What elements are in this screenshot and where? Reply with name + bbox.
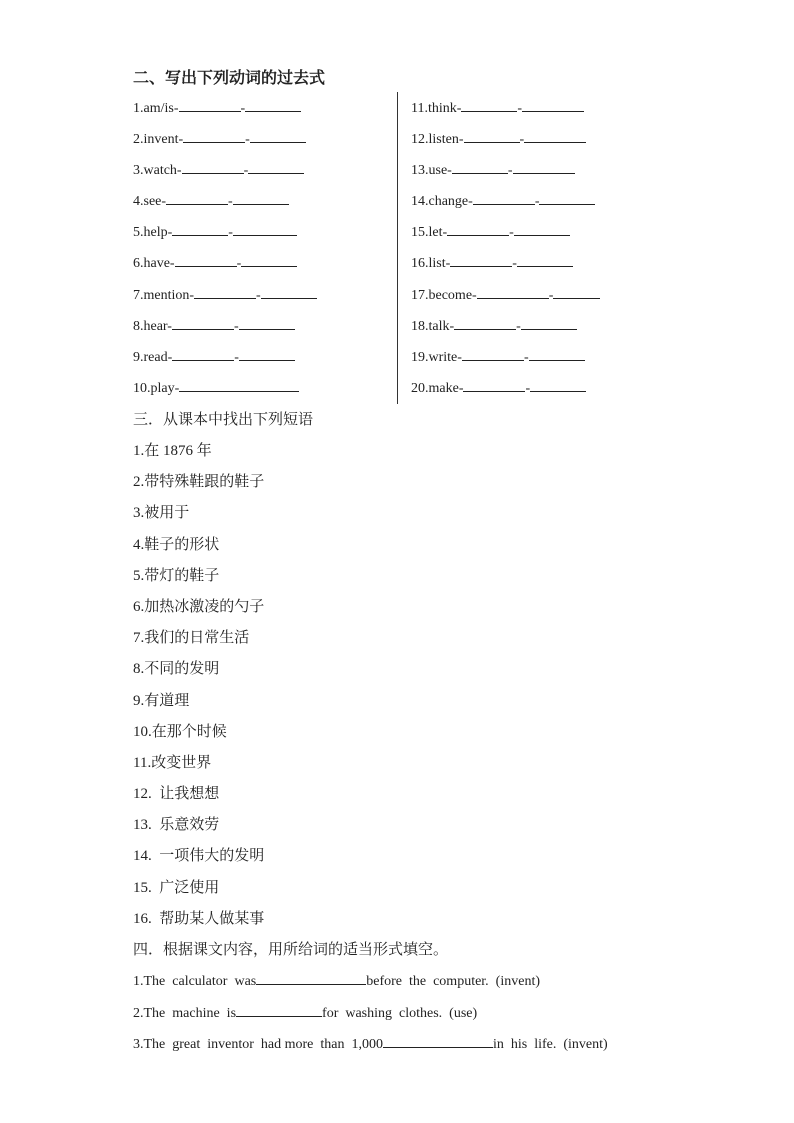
phrase-item: 11.改变世界 xyxy=(133,754,212,771)
answer-blank[interactable] xyxy=(522,97,584,112)
verb-item xyxy=(411,252,600,283)
answer-blank[interactable] xyxy=(175,252,237,267)
verb-list-right xyxy=(411,97,600,408)
separator: - xyxy=(512,256,517,272)
answer-blank[interactable] xyxy=(233,221,297,236)
answer-blank[interactable] xyxy=(524,128,586,143)
phrase-item: 1.在 1876 年 xyxy=(133,443,212,459)
verb-item xyxy=(133,221,317,252)
answer-blank[interactable] xyxy=(239,315,295,330)
answer-blank[interactable] xyxy=(233,190,289,205)
verb-label: 3.watch- xyxy=(133,163,182,179)
answer-blank[interactable] xyxy=(250,128,306,143)
answer-blank[interactable] xyxy=(464,128,520,143)
phrase-item: 13. 乐意效劳 xyxy=(133,817,220,834)
phrase-item: 5.带灯的鞋子 xyxy=(133,567,220,584)
verb-label: 13.use- xyxy=(411,163,452,179)
separator: - xyxy=(534,194,540,210)
answer-blank[interactable] xyxy=(447,221,509,236)
phrase-item: 3.被用于 xyxy=(133,505,190,522)
phrase-item: 16. 帮助某人做某事 xyxy=(133,910,265,927)
phrase-item: 14. 一项伟大的发明 xyxy=(133,848,265,865)
separator: - xyxy=(517,101,523,116)
verb-label: 19.write- xyxy=(411,349,462,365)
section2-title: 二、写出下列动词的过去式 xyxy=(133,70,326,87)
phrase-item: 6.加热冰激凌的勺子 xyxy=(133,598,265,615)
phrase-item: 2.带特殊鞋跟的鞋子 xyxy=(133,474,265,491)
verb-item xyxy=(411,97,600,128)
verb-item xyxy=(133,190,317,221)
verb-item xyxy=(411,128,600,159)
separator: - xyxy=(243,163,249,179)
verb-list-left xyxy=(133,97,317,408)
column-divider xyxy=(397,92,398,404)
verb-label: 18.talk- xyxy=(411,318,455,334)
phrase-item: 4.鞋子的形状 xyxy=(133,536,220,553)
verb-item xyxy=(133,97,317,128)
verb-label: 14.change- xyxy=(411,194,473,210)
answer-blank[interactable] xyxy=(383,1033,493,1048)
sentence-before: 3.The great inventor had more than 1,000 xyxy=(133,1037,383,1052)
verb-label: 10.play- xyxy=(133,380,180,396)
separator: - xyxy=(523,349,529,365)
answer-blank[interactable] xyxy=(461,97,517,112)
verb-label: 9.read- xyxy=(133,349,173,365)
phrase-item: 15. 广泛使用 xyxy=(133,879,220,896)
verb-item xyxy=(133,159,317,190)
answer-blank[interactable] xyxy=(477,284,549,299)
answer-blank[interactable] xyxy=(183,128,245,143)
phrase-list xyxy=(133,440,264,939)
verb-label: 1.am/is- xyxy=(133,101,179,116)
verb-item xyxy=(133,128,317,159)
answer-blank[interactable] xyxy=(172,346,234,361)
verb-item xyxy=(133,346,317,377)
sentence-before: 2.The machine is xyxy=(133,1005,237,1021)
answer-blank[interactable] xyxy=(517,252,573,267)
verb-item xyxy=(411,284,600,315)
sentence-after: for washing clothes. (use) xyxy=(322,1005,478,1021)
answer-blank[interactable] xyxy=(553,284,600,299)
answer-blank[interactable] xyxy=(241,252,297,267)
sentence-item xyxy=(133,1002,608,1034)
answer-blank[interactable] xyxy=(539,190,595,205)
answer-blank[interactable] xyxy=(530,377,586,392)
sentence-item xyxy=(133,970,608,1002)
separator: - xyxy=(228,225,233,241)
section3-title: 三．从课本中找出下列短语 xyxy=(133,412,314,428)
phrase-item: 9.有道理 xyxy=(133,692,190,709)
answer-blank[interactable] xyxy=(463,377,525,392)
verb-label: 11.think- xyxy=(411,101,462,116)
sentence-after: before the computer. (invent) xyxy=(366,974,541,989)
answer-blank[interactable] xyxy=(248,159,304,174)
answer-blank[interactable] xyxy=(513,159,575,174)
verb-label: 7.mention- xyxy=(133,287,195,303)
phrase-item: 10.在那个时候 xyxy=(133,723,227,740)
verb-label: 5.help- xyxy=(133,225,173,241)
answer-blank[interactable] xyxy=(256,970,366,985)
answer-blank[interactable] xyxy=(452,159,508,174)
answer-blank[interactable] xyxy=(179,377,299,392)
verb-item xyxy=(133,315,317,346)
verb-label: 20.make- xyxy=(411,380,464,396)
separator: - xyxy=(233,318,239,334)
separator: - xyxy=(234,349,239,365)
verb-item xyxy=(133,377,317,408)
phrase-item: 12. 让我想想 xyxy=(133,786,220,803)
answer-blank[interactable] xyxy=(261,284,317,299)
fill-in-sentences xyxy=(133,970,608,1065)
verb-label: 15.let- xyxy=(411,225,448,241)
verb-item xyxy=(133,284,317,315)
verb-item xyxy=(411,377,600,408)
phrase-item: 8.不同的发明 xyxy=(133,661,220,678)
verb-item xyxy=(411,159,600,190)
sentence-item xyxy=(133,1033,608,1065)
verb-label: 6.have- xyxy=(133,256,175,272)
answer-blank[interactable] xyxy=(529,346,585,361)
separator: - xyxy=(256,287,261,303)
separator: - xyxy=(245,132,250,148)
separator: - xyxy=(228,194,233,210)
separator: - xyxy=(519,132,525,148)
verb-label: 12.listen- xyxy=(411,132,464,148)
verb-label: 8.hear- xyxy=(133,318,172,334)
sentence-before: 1.The calculator was xyxy=(133,974,257,989)
verb-label: 2.invent- xyxy=(133,132,184,148)
answer-blank[interactable] xyxy=(521,315,577,330)
answer-blank[interactable] xyxy=(194,284,256,299)
separator: - xyxy=(525,380,531,396)
separator: - xyxy=(509,225,514,241)
answer-blank[interactable] xyxy=(182,159,244,174)
answer-blank[interactable] xyxy=(514,221,570,236)
sentence-after: in his life. (invent) xyxy=(492,1037,608,1052)
verb-label: 4.see- xyxy=(133,194,167,210)
answer-blank[interactable] xyxy=(454,315,516,330)
answer-blank[interactable] xyxy=(450,252,512,267)
answer-blank[interactable] xyxy=(462,346,524,361)
answer-blank[interactable] xyxy=(172,315,234,330)
verb-item xyxy=(411,221,600,252)
verb-label: 17.become- xyxy=(411,287,477,303)
verb-item xyxy=(133,252,317,283)
verb-item xyxy=(411,190,600,221)
answer-blank[interactable] xyxy=(473,190,535,205)
answer-blank[interactable] xyxy=(245,97,301,112)
verb-item xyxy=(411,346,600,377)
answer-blank[interactable] xyxy=(239,346,295,361)
answer-blank[interactable] xyxy=(172,221,228,236)
verb-item xyxy=(411,315,600,346)
separator: - xyxy=(516,318,521,334)
section4-title: 四．根据课文内容，用所给词的适当形式填空。 xyxy=(133,942,449,958)
separator: - xyxy=(507,163,513,179)
answer-blank[interactable] xyxy=(166,190,228,205)
answer-blank[interactable] xyxy=(236,1002,322,1017)
verb-label: 16.list- xyxy=(411,256,451,272)
separator: - xyxy=(548,287,554,303)
separator: - xyxy=(240,101,246,116)
separator: - xyxy=(236,256,242,272)
phrase-item: 7.我们的日常生活 xyxy=(133,630,250,647)
answer-blank[interactable] xyxy=(179,97,241,112)
